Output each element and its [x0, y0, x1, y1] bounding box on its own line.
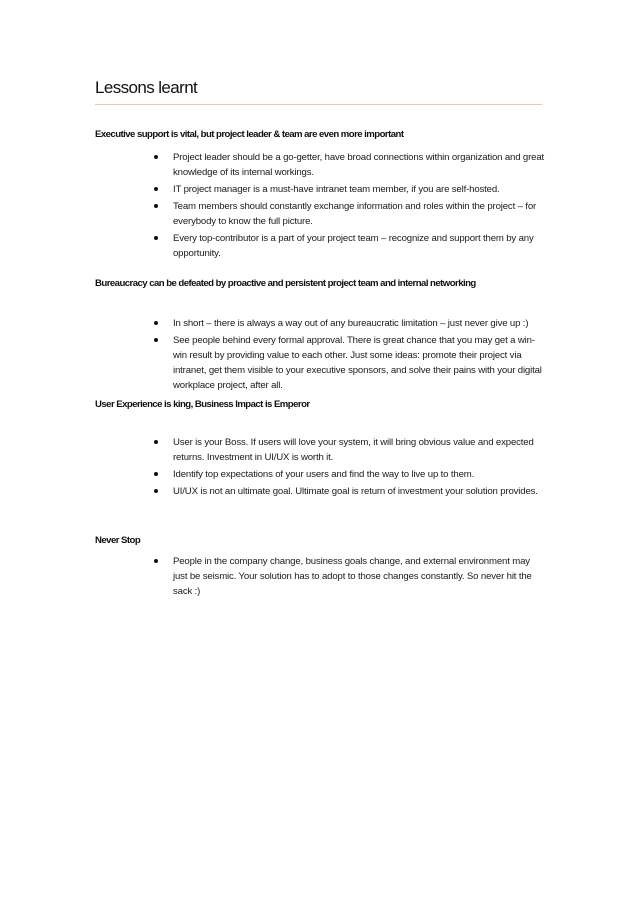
- bullet-icon: [154, 236, 158, 240]
- list-item-text: See people behind every formal approval. There is great chance that you may get a win-win result by providing value to each other. Just some ideas: promote their project via intranet, get them visible to your executive sponsors, and solve their pains with your digital workplace project, after all.: [173, 335, 542, 391]
- list-item-text: Project leader should be a go-getter, have broad connections within organization and great knowledge of its internal workings.: [173, 152, 545, 178]
- list-item: [150, 316, 545, 331]
- bullet-list-never-stop: [150, 554, 545, 601]
- bullet-icon: [154, 204, 158, 208]
- list-item: [150, 435, 545, 465]
- list-item: [150, 199, 545, 229]
- list-item: [150, 182, 545, 197]
- list-item: [150, 150, 545, 180]
- bullet-icon: [154, 338, 158, 342]
- list-item-text: Identify top expectations of your users and find the way to live up to them.: [173, 469, 475, 480]
- section-heading-never-stop: Never Stop: [95, 535, 141, 546]
- section-heading-user-experience: User Experience is king, Business Impact is Emperor: [95, 399, 310, 410]
- bullet-list-bureaucracy: [150, 316, 545, 395]
- list-item-text: People in the company change, business goals change, and external environment may just be seismic. Your solution has to adopt to those changes constantly. So never hit the sack :): [173, 556, 532, 597]
- list-item: [150, 484, 545, 499]
- list-item: [150, 333, 545, 393]
- list-item-text: IT project manager is a must-have intranet team member, if you are self-hosted.: [173, 184, 500, 195]
- section-heading-bureaucracy: Bureaucracy can be defeated by proactive and persistent project team and internal networking: [95, 278, 476, 289]
- page-title: Lessons learnt: [95, 78, 198, 97]
- bullet-icon: [154, 187, 158, 191]
- bullet-icon: [154, 440, 158, 444]
- bullet-icon: [154, 559, 158, 563]
- list-item: [150, 231, 545, 261]
- bullet-icon: [154, 155, 158, 159]
- bullet-list-executive-support: [150, 150, 545, 263]
- bullet-list-user-experience: [150, 435, 545, 501]
- section-heading-executive-support: Executive support is vital, but project leader & team are even more important: [95, 129, 404, 140]
- bullet-icon: [154, 472, 158, 476]
- title-divider: [95, 104, 542, 105]
- list-item: [150, 467, 545, 482]
- list-item-text: Team members should constantly exchange information and roles within the project – for everybody to know the full picture.: [173, 201, 537, 227]
- list-item-text: Every top-contributor is a part of your project team – recognize and support them by any opportunity.: [173, 233, 534, 259]
- list-item-text: User is your Boss. If users will love your system, it will bring obvious value and expected returns. Investment in UI/UX is worth it.: [173, 437, 534, 463]
- list-item-text: UI/UX is not an ultimate goal. Ultimate goal is return of investment your solution provides.: [173, 486, 538, 497]
- list-item-text: In short – there is always a way out of any bureaucratic limitation – just never give up :): [173, 318, 529, 329]
- list-item: [150, 554, 545, 599]
- bullet-icon: [154, 489, 158, 493]
- bullet-icon: [154, 321, 158, 325]
